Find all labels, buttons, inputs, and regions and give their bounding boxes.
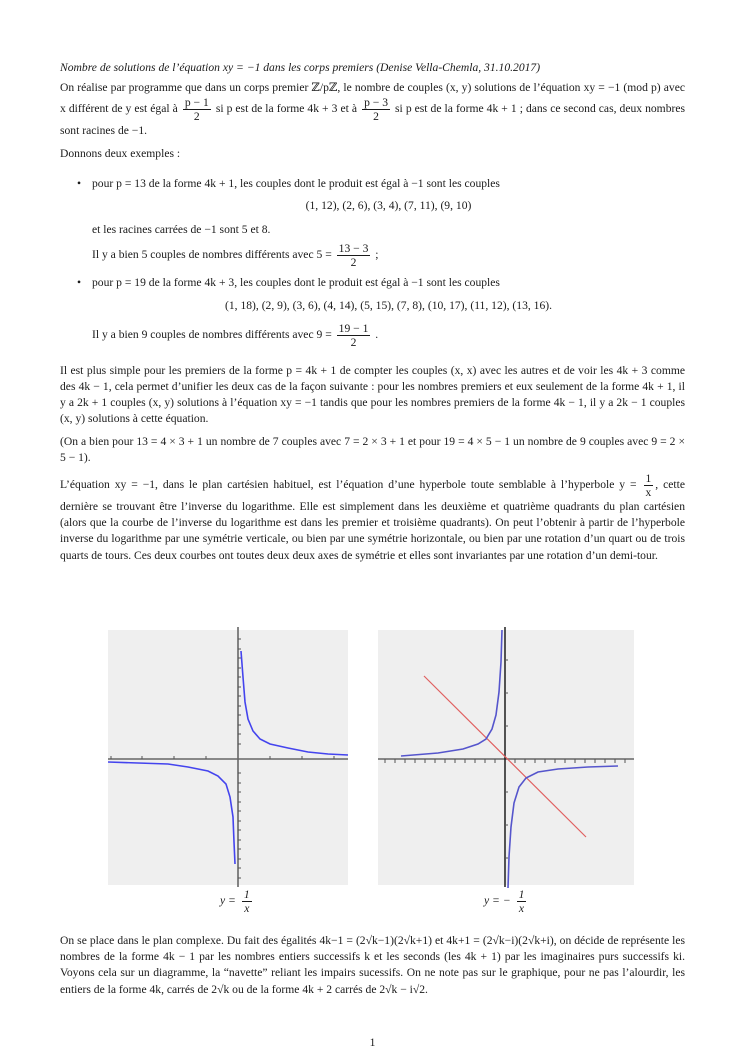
page-number: 1 xyxy=(369,1036,376,1049)
fraction-p-minus-1: $\frac{p - 1}{2}$ xyxy=(184,96,209,124)
hyperbola-chart xyxy=(108,627,348,887)
examples-lead: Donnons deux exemples : xyxy=(60,146,181,160)
intro-paragraph xyxy=(60,80,685,139)
example-text: pour p = 13 de la forme 4k + 1, les couples dont le produit est égal à −1 sont les couples xyxy=(92,176,500,190)
intro-text-2: si p est de la forme 4k + 3 et à xyxy=(215,102,358,116)
bullet-icon: • xyxy=(77,276,82,290)
intro-text-1: On réalise par programme que dans un corps premier ℤ/pℤ, le nombre de couples (x, y) solutions de l’équation xy = −1 (mod p) avec x différent de y est égal à xyxy=(60,81,685,116)
intro-text-3: si p est de la forme 4k + 1 ; dans ce second cas, deux nombres sont racines de −1. xyxy=(60,102,686,138)
example-text: pour p = 19 de la forme 4k + 3, les couples dont le produit est égal à −1 sont les couples xyxy=(92,276,500,290)
example-extra: et les racines carrées de −1 sont 5 et 8. xyxy=(92,223,271,237)
caption-left: y = $\frac{1}{x}$ xyxy=(220,888,250,915)
fraction: $\frac{19 - 1}{2}$ xyxy=(338,321,369,349)
couples-list: (1, 12), (2, 6), (3, 4), (7, 11), (9, 10) xyxy=(305,199,472,213)
example-conclusion: Il y a bien 9 couples de nombres différents avec 9 = $\frac{19 - 1}{2}$ . xyxy=(92,321,379,349)
document-title: Nombre de solutions de l’équation xy = −1 dans les corps premiers (Denise Vella-Chemla, 31.10.2017) xyxy=(60,61,541,74)
example-item xyxy=(60,176,685,270)
example-conclusion: Il y a bien 5 couples de nombres différents avec 5 = $\frac{13 - 3}{2}$ ; xyxy=(92,242,379,270)
hyperbole-paragraph: L’équation xy = −1, dans le plan cartésien habituel, est l’équation d’une hyperbole toute semblable à l’hyperbole y = $\frac{1}{x}$ , cette dernière se trouvant être l’inverse du logarithme. Elle est simplement dans les deuxième et quatrième quadrants du plan cartésien (alors que la courbe de l’inverse du logarithme est dans les premier et troisième quadrants). On peut l’obtenir à partir de l’hyperbole inverse du logarithme par une symétrie verticale, ou bien par une symétrie horizontale, ou bien par une rotation d’un quart ou de trois quarts de tours. Ces deux courbes ont toutes deux deux axes de symétrie et elles sont invariantes par une rotation d’un demi-tour. xyxy=(60,472,685,562)
complex-plane-paragraph: On se place dans le plan complexe. Du fait des égalités 4k−1 = (2√k−1)(2√k+1) et 4k+1 = (2√k−i)(2√k+i), on décide de représente les nombres de la forme 4k − 1 par les nombres entiers successifs k et les seconds (les 4k + 1) par les imaginaires purs successifs ki. Voyons cela sur un diagramme, la “navette” reliant les impairs sucessifs. On ne note pas sur le graphique, pour ne pas l’alourdir, les entiers de la forme 4k, carrés de 2√k ou de la forme 4k + 2 carrés de 2√k − i√2. xyxy=(60,934,685,996)
document-page xyxy=(60,60,685,564)
unify-paragraph: Il est plus simple pour les premiers de la forme p = 4k + 1 de compter les couples (x, x) avec les autres et de voir les 4k + 3 comme des 4k − 1, cela permet d’unifier les deux cas de la façon suivante : pour les nombres premiers et eux seulement de la forme 4k + 1, il y a 2k + 1 couples (x, y) solutions à l’équation xy = −1 tandis que pour les nombres premiers de la forme 4k − 1, il y a 2k − 1 couples (x, y) solutions à cette équation. xyxy=(60,363,685,426)
caption-right: y = − $\frac{1}{x}$ xyxy=(484,888,525,915)
fraction-1-over-x: $\frac{1}{x}$ xyxy=(645,472,652,500)
bullet-icon: • xyxy=(77,176,82,190)
example-item xyxy=(60,275,685,348)
couples-list: (1, 18), (2, 9), (3, 6), (4, 14), (5, 15), (7, 8), (10, 17), (11, 12), (13, 16). xyxy=(224,298,553,312)
document-page-lower xyxy=(60,933,685,998)
plot-y-equals-1-over-x xyxy=(108,630,348,885)
hyperbola-negative-chart xyxy=(378,627,634,887)
plot-y-equals-minus-1-over-x xyxy=(378,630,634,885)
fraction: $\frac{13 - 3}{2}$ xyxy=(338,242,369,270)
check-paragraph: (On a bien pour 13 = 4 × 3 + 1 un nombre de 7 couples avec 7 = 2 × 3 + 1 et pour 19 = 4 × 5 − 1 un nombre de 9 couples avec 9 = 2 × 5 − 1). xyxy=(60,434,685,464)
fraction-p-minus-3: $\frac{p - 3}{2}$ xyxy=(364,96,388,124)
examples-list xyxy=(60,176,685,349)
